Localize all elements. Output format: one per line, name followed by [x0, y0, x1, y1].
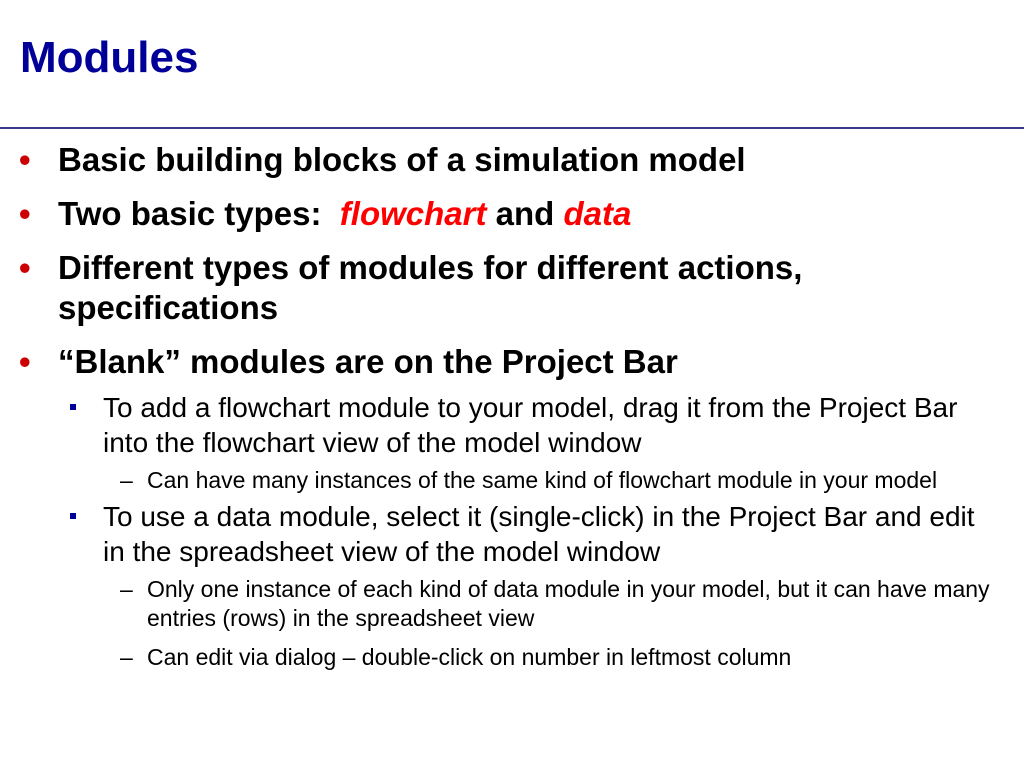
bullet-item [0, 140, 1024, 180]
sub-bullet-text: To use a data module, select it (single-click) in the Project Bar and edit in the spreadsheet view of the model window [103, 501, 975, 567]
sub-bullet-item [0, 499, 1024, 569]
bullet-text: “Blank” modules are on the Project Bar [58, 343, 678, 380]
bullet-marker: • [19, 249, 31, 286]
bullet-text: Basic building blocks of a simulation model [58, 141, 746, 178]
emphasis-data: data [563, 195, 632, 232]
subsub-bullet-item [0, 575, 1024, 633]
emphasis-flowchart: flowchart [339, 195, 487, 232]
bullet-item [0, 248, 1024, 328]
sub-bullet-item [0, 390, 1024, 460]
subsub-bullet-item [0, 643, 1024, 672]
sub-bullet-text: To add a flowchart module to your model, drag it from the Project Bar into the flowchart view of the model window [103, 392, 958, 458]
bullet-marker: • [19, 141, 31, 178]
square-bullet-icon [70, 513, 76, 519]
bullet-text: Two basic types: [58, 195, 340, 232]
bullet-text: Different types of modules for different actions, specifications [58, 249, 803, 326]
bullet-marker: • [19, 343, 31, 380]
slide-content [0, 140, 1024, 682]
dash-marker: – [120, 467, 133, 493]
square-bullet-icon [70, 404, 76, 410]
slide-title: Modules [20, 33, 199, 82]
title-divider [0, 127, 1024, 129]
bullet-item [0, 194, 1024, 234]
bullet-item [0, 342, 1024, 382]
subsub-bullet-text: Only one instance of each kind of data module in your model, but it can have many entries (rows) in the spreadsheet view [147, 576, 990, 631]
bullet-text: and [486, 195, 564, 232]
subsub-bullet-item [0, 466, 1024, 495]
subsub-bullet-text: Can have many instances of the same kind of flowchart module in your model [147, 467, 938, 493]
subsub-bullet-text: Can edit via dialog – double-click on number in leftmost column [147, 644, 792, 670]
bullet-marker: • [19, 195, 31, 232]
dash-marker: – [120, 576, 133, 602]
dash-marker: – [120, 644, 133, 670]
